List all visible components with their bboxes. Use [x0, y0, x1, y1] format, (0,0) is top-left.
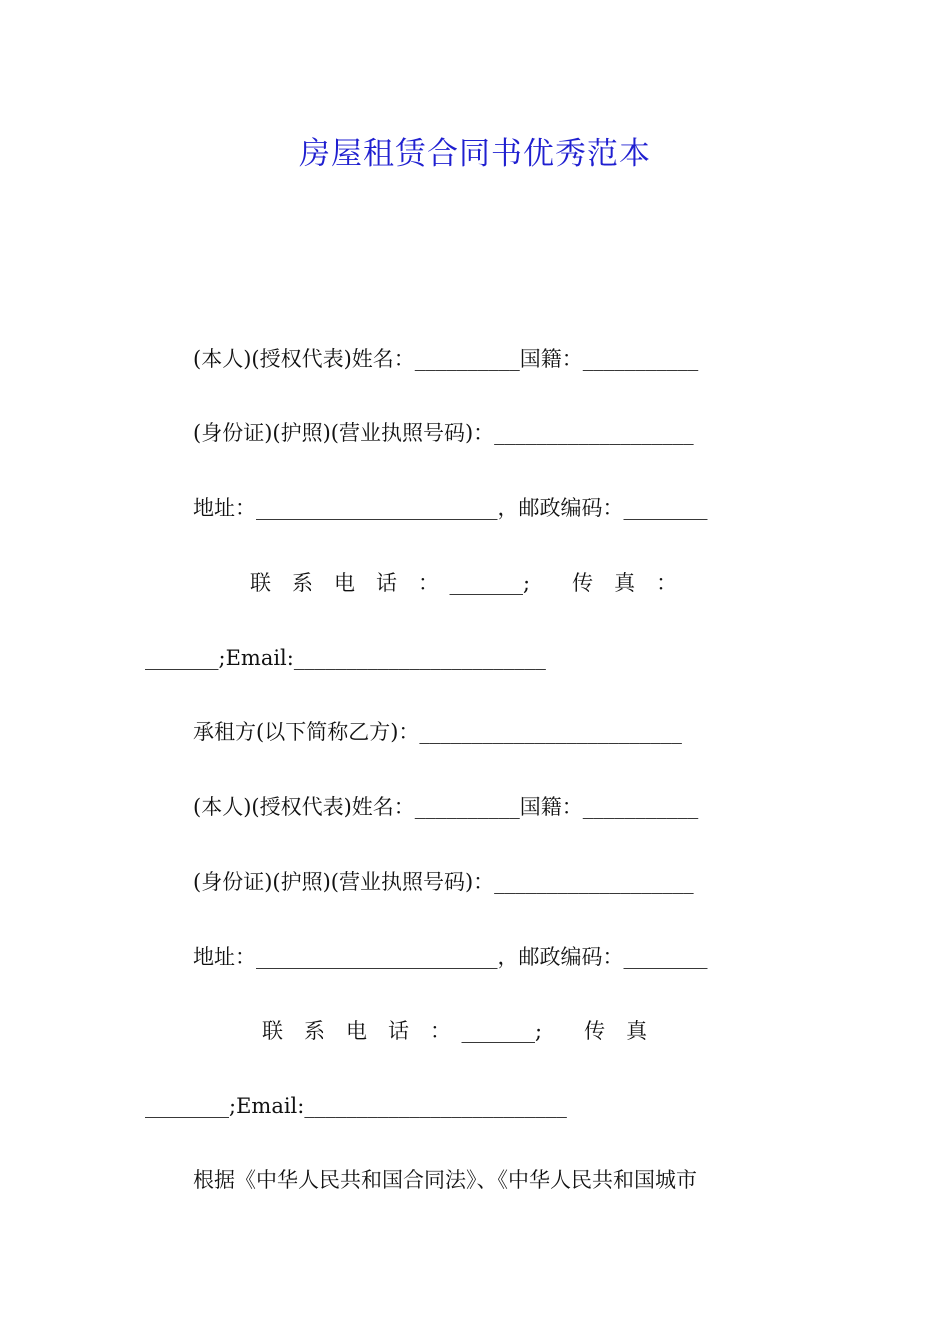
lessee-heading-line: 承租方(以下简称乙方)：_________________________ — [193, 720, 682, 744]
lessor-address-postcode-line: 地址：_______________________，邮政编码：________ — [193, 496, 708, 520]
legal-basis-paragraph: 根据《中华人民共和国合同法》、《中华人民共和国城市 — [193, 1168, 697, 1192]
lessee-id-number-line: (身份证)(护照)(营业执照号码)：___________________ — [193, 870, 694, 894]
lessor-fax-email-line: _______;Email:________________________ — [145, 646, 546, 670]
lessee-fax-email-line: ________;Email:_________________________ — [145, 1094, 567, 1118]
lessor-name-nationality-line: (本人)(授权代表)姓名：__________国籍：___________ — [193, 347, 699, 371]
document-title: 房屋租赁合同书优秀范本 — [299, 136, 651, 172]
lessee-name-nationality-line: (本人)(授权代表)姓名：__________国籍：___________ — [193, 795, 699, 819]
lessee-address-postcode-line: 地址：_______________________，邮政编码：________ — [193, 945, 708, 969]
lessor-id-number-line: (身份证)(护照)(营业执照号码)：___________________ — [193, 421, 694, 445]
lessor-phone-fax-line: 联 系 电 话 ： _______; 传 真 ： — [250, 571, 678, 595]
lessee-phone-fax-line: 联 系 电 话 ： _______; 传 真 — [262, 1019, 648, 1043]
